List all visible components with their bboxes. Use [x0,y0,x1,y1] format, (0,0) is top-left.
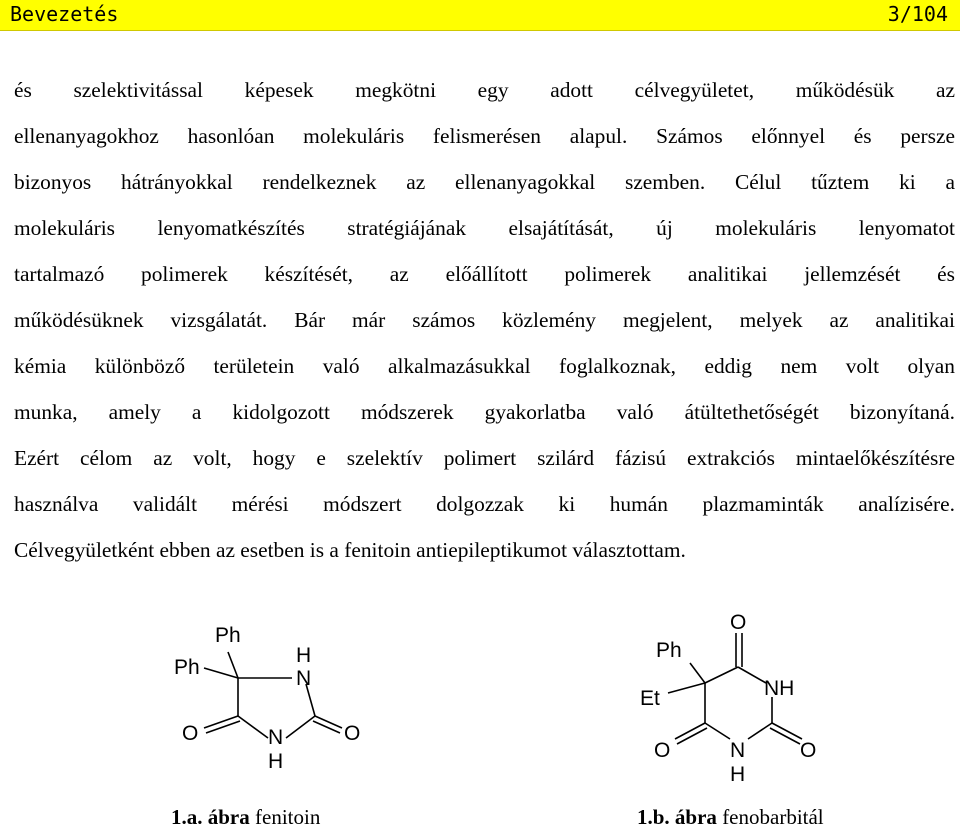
running-header [0,0,960,31]
atom-label: Ph [656,639,682,662]
caption-label: 1.a. ábra [171,805,250,829]
atom-label: O [344,722,361,745]
atom-label: O [730,611,747,634]
page-number: 3/104 [887,2,948,26]
atom-label: O [654,739,671,762]
atom-label: Ph [174,656,200,679]
phenytoin-diagram [160,620,380,780]
paragraph-line: működésüknek vizsgálatát. Bár már számos közlemény megjelent, melyek az analitikai [14,308,955,332]
atom-label: NH [764,677,795,700]
atom-label: Et [640,687,660,710]
body-paragraph [14,67,955,573]
atom-label: H [296,644,312,667]
paragraph-line: molekuláris lenyomatkészítés stratégiájának elsajátítását, új molekuláris lenyomatot [14,216,955,240]
atom-label: H [268,750,284,773]
atom-label: N [296,667,312,690]
paragraph-line: munka, amely a kidolgozott módszerek gyakorlatba való átültethetőségét bizonyítaná. [14,400,955,424]
paragraph-line: bizonyos hátrányokkal rendelkeznek az ellenanyagokkal szemben. Célul tűztem ki a [14,170,955,194]
figure-caption-a [171,805,320,830]
atom-label: O [800,739,817,762]
paragraph-line: használva validált mérési módszert dolgozzak ki humán plazmaminták analízisére. [14,492,955,516]
chapter-title: Bevezetés [10,2,119,26]
paragraph-line: Célvegyületként ebben az esetben is a fenitoin antiepileptikumot választottam. [14,538,686,562]
paragraph-line: ellenanyagokhoz hasonlóan molekuláris felismerésen alapul. Számos előnnyel és persze [14,124,955,148]
atom-label: Ph [215,624,241,647]
phenobarbital-structure [630,605,850,785]
atom-label: O [182,722,199,745]
paragraph-line: tartalmazó polimerek készítését, az előállított polimerek analitikai jellemzését és [14,262,955,286]
figure-caption-b [637,805,824,830]
caption-name: fenobarbitál [722,805,824,829]
atom-label: N [730,739,746,762]
phenobarbital-diagram [630,605,850,785]
phenytoin-structure [160,620,380,780]
paragraph-line: kémia különböző területein való alkalmazásukkal foglalkoznak, eddig nem volt olyan [14,354,955,378]
caption-name: fenitoin [255,805,321,829]
paragraph-line: Ezért célom az volt, hogy e szelektív polimert szilárd fázisú extrakciós mintaelőkészítésre [14,446,955,470]
atom-label: N [268,726,284,749]
paragraph-line: és szelektivitással képesek megkötni egy adott célvegyületet, működésük az [14,78,955,102]
atom-label: H [730,763,746,785]
caption-label: 1.b. ábra [637,805,717,829]
